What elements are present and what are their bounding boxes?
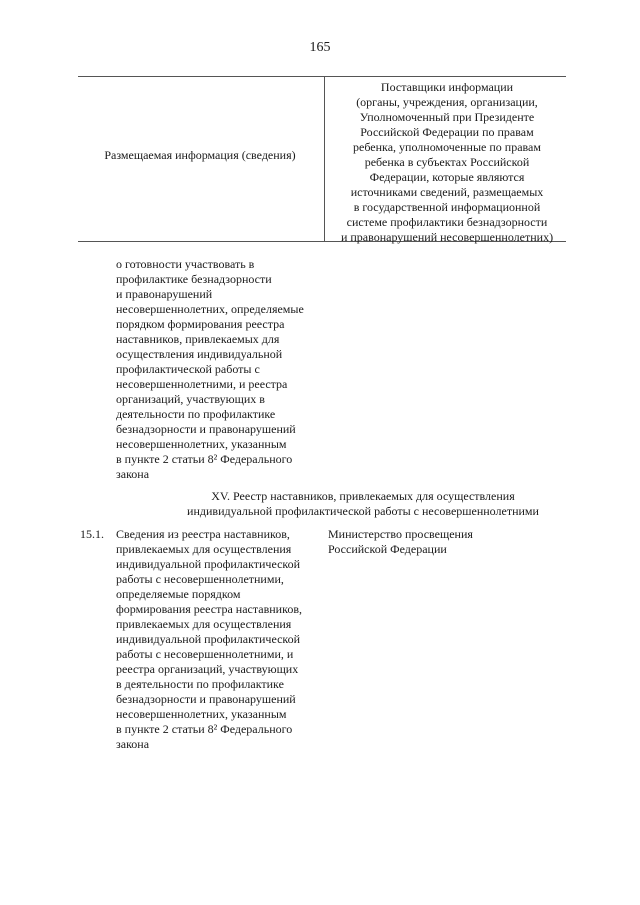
text-line: организаций, участвующих в <box>116 392 265 406</box>
text-line: несовершеннолетних, указанным <box>116 707 287 721</box>
text-line: Сведения из реестра наставников, <box>116 527 290 541</box>
text-line: наставников, привлекаемых для <box>116 332 280 346</box>
text-line: закона <box>116 467 150 481</box>
text-line: безнадзорности и правонарушений <box>116 422 296 436</box>
text-line: индивидуальной профилактической <box>116 632 301 646</box>
header-line: Поставщики информации <box>380 80 514 94</box>
header-line: Уполномоченный при Президенте <box>359 110 535 124</box>
row-number: 15.1. <box>80 527 104 541</box>
text-line: в пункте 2 статьи 8² Федерального <box>116 452 293 466</box>
text-line: безнадзорности и правонарушений <box>116 692 296 706</box>
text-line: профилактике безнадзорности <box>116 272 272 286</box>
row-info-text <box>116 527 302 752</box>
header-line: Федерации, которые являются <box>369 170 525 184</box>
text-line: определяемые порядком <box>116 587 241 601</box>
section-title-line: XV. Реестр наставников, привлекаемых для осуществления <box>211 489 515 503</box>
text-line: несовершеннолетних, определяемые <box>116 302 304 316</box>
text-line: работы с несовершеннолетними, <box>116 572 284 586</box>
text-line: привлекаемых для осуществления <box>116 617 292 631</box>
text-line: профилактической работы с <box>116 362 260 376</box>
text-line: Российской Федерации <box>328 542 447 556</box>
text-line: деятельности по профилактике <box>116 407 276 421</box>
row-provider-text <box>328 527 473 557</box>
text-line: в пункте 2 статьи 8² Федерального <box>116 722 293 736</box>
text-line: индивидуальной профилактической <box>116 557 301 571</box>
section-title <box>120 489 606 519</box>
section-title-line: индивидуальной профилактической работы с несовершеннолетними <box>187 504 539 518</box>
text-line: о готовности участвовать в <box>116 257 255 271</box>
table-top-rule <box>78 76 566 77</box>
continuation-text <box>116 257 304 482</box>
page-number: 165 <box>309 40 331 55</box>
text-line: порядком формирования реестра <box>116 317 285 331</box>
text-line: и правонарушений <box>116 287 213 301</box>
text-line: реестра организаций, участвующих <box>116 662 299 676</box>
header-line: в государственной информационной <box>353 200 541 214</box>
text-line: несовершеннолетними, и реестра <box>116 377 288 391</box>
table-column-divider <box>324 76 325 242</box>
text-line: несовершеннолетних, указанным <box>116 437 287 451</box>
text-line: осуществления индивидуальной <box>116 347 283 361</box>
header-line: и правонарушений несовершеннолетних) <box>340 230 554 244</box>
header-line: Российской Федерации по правам <box>360 125 534 139</box>
text-line: в деятельности по профилактике <box>116 677 284 691</box>
text-line: работы с несовершеннолетними, и <box>116 647 294 661</box>
text-line: Министерство просвещения <box>328 527 473 541</box>
header-providers-column <box>328 80 566 245</box>
header-line: ребенка, уполномоченные по правам <box>353 140 541 154</box>
header-line: ребенка в субъектах Российской <box>364 155 530 169</box>
header-info-column: Размещаемая информация (сведения) <box>104 148 296 162</box>
header-line: источниками сведений, размещаемых <box>350 185 544 199</box>
header-line: системе профилактики безнадзорности <box>346 215 548 229</box>
text-line: закона <box>116 737 150 751</box>
text-line: привлекаемых для осуществления <box>116 542 292 556</box>
text-line: формирования реестра наставников, <box>116 602 302 616</box>
header-line: (органы, учреждения, организации, <box>356 95 538 109</box>
